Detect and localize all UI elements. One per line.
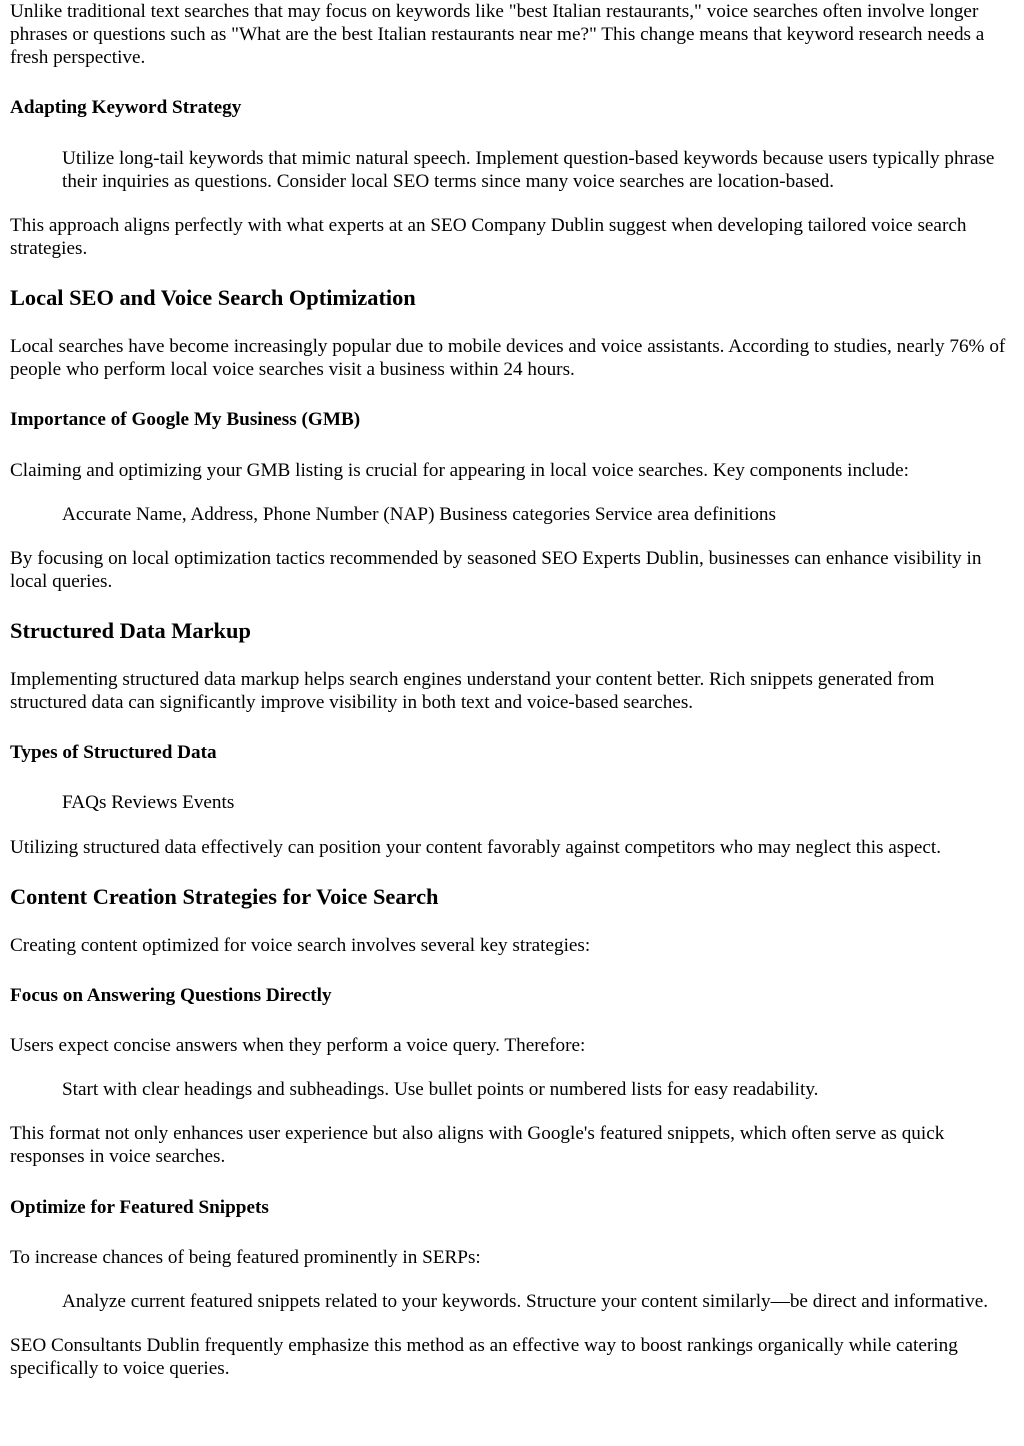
structured-data-paragraph: Implementing structured data markup helps search engines understand your content better. Rich snippets generated from structured data can significantly improve visibility in both text and voice-based searches. (10, 669, 935, 713)
quote-gmb-components: Accurate Name, Address, Phone Number (NAP) Business categories Service area definitions (62, 504, 776, 525)
heading-content-creation: Content Creation Strategies for Voice Search (10, 884, 439, 909)
quote-featured-snippets: Analyze current featured snippets related to your keywords. Structure your content similarly—be direct and informative. (62, 1291, 989, 1312)
approach-paragraph: This approach aligns perfectly with what experts at an SEO Company Dublin suggest when developing tailored voice search strategies. (10, 215, 967, 259)
answering-questions-paragraph: Users expect concise answers when they perform a voice query. Therefore: (10, 1035, 586, 1056)
local-seo-paragraph: Local searches have become increasingly popular due to mobile devices and voice assistants. According to studies, nearly 76% of people who perform local voice searches visit a business within 24 hours. (10, 336, 1006, 380)
heading-featured-snippets: Optimize for Featured Snippets (10, 1197, 269, 1218)
featured-snippets-paragraph: To increase chances of being featured prominently in SERPs: (10, 1247, 481, 1268)
heading-types-structured-data: Types of Structured Data (10, 742, 217, 763)
utilizing-paragraph: Utilizing structured data effectively can position your content favorably against competitors who may neglect this aspect. (10, 837, 942, 858)
local-focus-paragraph: By focusing on local optimization tactics recommended by seasoned SEO Experts Dublin, businesses can enhance visibility in local queries. (10, 548, 982, 592)
quote-answering-questions: Start with clear headings and subheadings. Use bullet points or numbered lists for easy readability. (62, 1079, 819, 1100)
content-creation-paragraph: Creating content optimized for voice search involves several key strategies: (10, 935, 591, 956)
quote-structured-data-types: FAQs Reviews Events (62, 792, 235, 813)
heading-local-seo: Local SEO and Voice Search Optimization (10, 285, 416, 310)
heading-adapting-keyword-strategy: Adapting Keyword Strategy (10, 97, 242, 118)
quote-adapting-keyword-strategy: Utilize long-tail keywords that mimic natural speech. Implement question-based keywords because users typically phrase their inquiries as questions. Consider local SEO terms since many voice searches are location-based. (62, 148, 995, 192)
heading-gmb: Importance of Google My Business (GMB) (10, 409, 361, 430)
intro-paragraph: Unlike traditional text searches that may focus on keywords like "best Italian restaurants," voice searches often involve longer phrases or questions such as "What are the best Italian restaurants near me?" This change means that keyword research needs a fresh perspective. (10, 1, 985, 68)
consultants-paragraph: SEO Consultants Dublin frequently emphasize this method as an effective way to boost rankings organically while catering specifically to voice queries. (10, 1335, 958, 1379)
format-paragraph: This format not only enhances user experience but also aligns with Google's featured snippets, which often serve as quick responses in voice searches. (10, 1123, 945, 1167)
gmb-paragraph: Claiming and optimizing your GMB listing is crucial for appearing in local voice searches. Key components include: (10, 460, 909, 481)
heading-structured-data: Structured Data Markup (10, 618, 251, 643)
heading-answering-questions: Focus on Answering Questions Directly (10, 985, 332, 1006)
